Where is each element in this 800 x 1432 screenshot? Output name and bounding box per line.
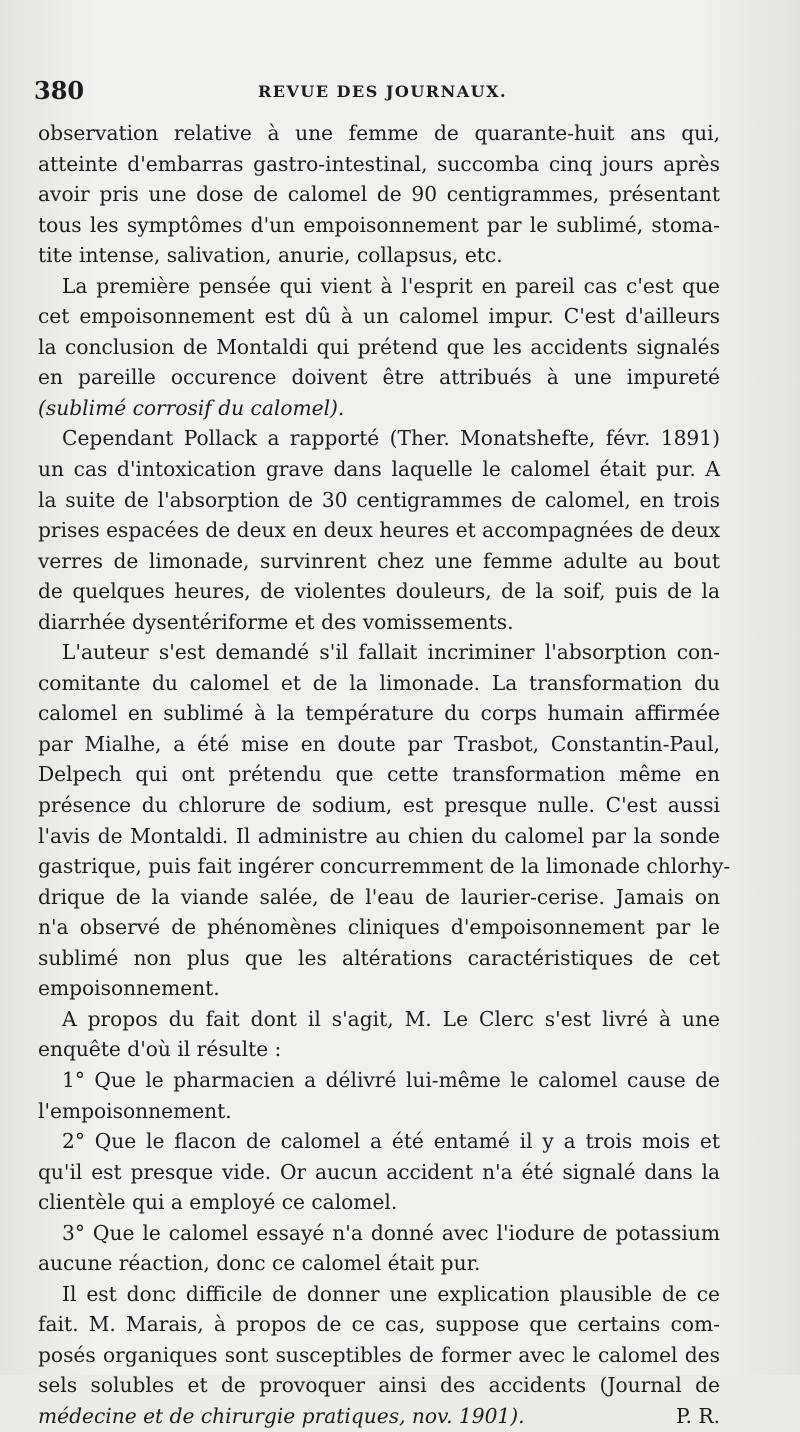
text-line: avoir pris une dose de calomel de 90 centigrammes, présentant	[38, 182, 720, 207]
text-line: la conclusion de Montaldi qui prétend que les accidents signalés	[38, 334, 720, 359]
text-line: aucune réaction, donc ce calomel était pur.	[38, 1251, 481, 1276]
text-line: verres de limonade, survinrent chez une femme adulte au bout	[38, 548, 720, 573]
text-line: tite intense, salivation, anurie, collapsus, etc.	[38, 243, 503, 268]
text-line: qu'il est presque vide. Or aucun accident n'a été signalé dans la	[38, 1159, 720, 1184]
text-line: 3° Que le calomel essayé n'a donné avec l'iodure de potassium	[62, 1220, 720, 1245]
text-line: drique de la viande salée, de l'eau de laurier-cerise. Jamais on	[38, 884, 720, 909]
text-line: 1° Que le pharmacien a délivré lui-même le calomel cause de	[62, 1067, 720, 1092]
text-line: A propos du fait dont il s'agit, M. Le Clerc s'est livré à une	[62, 1006, 720, 1031]
text-line: Il est donc difficile de donner une explication plausible de ce	[62, 1281, 720, 1306]
text-line: posés organiques sont susceptibles de former avec le calomel des	[38, 1342, 720, 1367]
text-line: de quelques heures, de violentes douleurs, de la soif, puis de la	[38, 579, 720, 604]
text-line: La première pensée qui vient à l'esprit en pareil cas c'est que	[62, 273, 720, 298]
text-line: la suite de l'absorption de 30 centigrammes de calomel, en trois	[38, 487, 720, 512]
text-line: comitante du calomel et de la limonade. La transformation du	[38, 670, 720, 695]
page-number: 380	[34, 76, 85, 105]
text-line: cet empoisonnement est dû à un calomel impur. C'est d'ailleurs	[38, 304, 720, 329]
text-line: présence du chlorure de sodium, est presque nulle. C'est aussi	[38, 793, 720, 818]
text-line: L'auteur s'est demandé s'il fallait incriminer l'absorption con-	[62, 640, 720, 665]
text-line: par Mialhe, a été mise en doute par Trasbot, Constantin-Paul,	[38, 731, 720, 756]
text-line: sels solubles et de provoquer ainsi des accidents (Journal de	[38, 1373, 720, 1398]
text-line: empoisonnement.	[38, 976, 220, 1001]
text-line: calomel en sublimé à la température du corps humain affirmée	[38, 701, 720, 726]
page-header	[34, 76, 734, 108]
text-line: clientèle qui a employé ce calomel.	[38, 1190, 398, 1215]
text-line: (sublimé corrosif du calomel).	[38, 395, 345, 420]
text-line: sublimé non plus que les altérations caractéristiques de cet	[38, 945, 720, 970]
text-line: Delpech qui ont prétendu que cette transformation même en	[38, 762, 720, 787]
running-title: REVUE DES JOURNAUX.	[258, 82, 508, 101]
text-line: l'empoisonnement.	[38, 1098, 232, 1123]
text-line: prises espacées de deux en deux heures et accompagnées de deux	[38, 518, 721, 543]
text-line-final	[38, 1401, 720, 1432]
text-line: atteinte d'embarras gastro-intestinal, succomba cinq jours après	[38, 151, 720, 176]
author-signature: P. R.	[676, 1403, 720, 1428]
text-line: fait. M. Marais, à propos de ce cas, suppose que certains com-	[38, 1312, 720, 1337]
text-line: l'avis de Montaldi. Il administre au chien du calomel par la sonde	[38, 823, 720, 848]
citation-text: médecine et de chirurgie pratiques, nov. 1901).	[38, 1403, 525, 1428]
text-line: tous les symptômes d'un empoisonnement par le sublimé, stoma-	[38, 212, 720, 237]
text-line: observation relative à une femme de quarante-huit ans qui,	[38, 121, 720, 145]
text-line: Cependant Pollack a rapporté (Ther. Monatshefte, févr. 1891)	[62, 426, 720, 451]
text-line: un cas d'intoxication grave dans laquelle le calomel était pur. A	[38, 457, 720, 482]
text-line: en pareille occurence doivent être attribués à une impureté	[38, 365, 720, 390]
text-line: 2° Que le flacon de calomel a été entamé il y a trois mois et	[62, 1129, 720, 1154]
text-line: n'a observé de phénomènes cliniques d'empoisonnement par le	[38, 915, 720, 940]
text-line: diarrhée dysentériforme et des vomissements.	[38, 609, 514, 634]
article-body	[38, 118, 731, 1432]
text-line: gastrique, puis fait ingérer concurremment de la limonade chlorhy-	[38, 854, 731, 879]
text-line: enquête d'où il résulte :	[38, 1037, 282, 1062]
